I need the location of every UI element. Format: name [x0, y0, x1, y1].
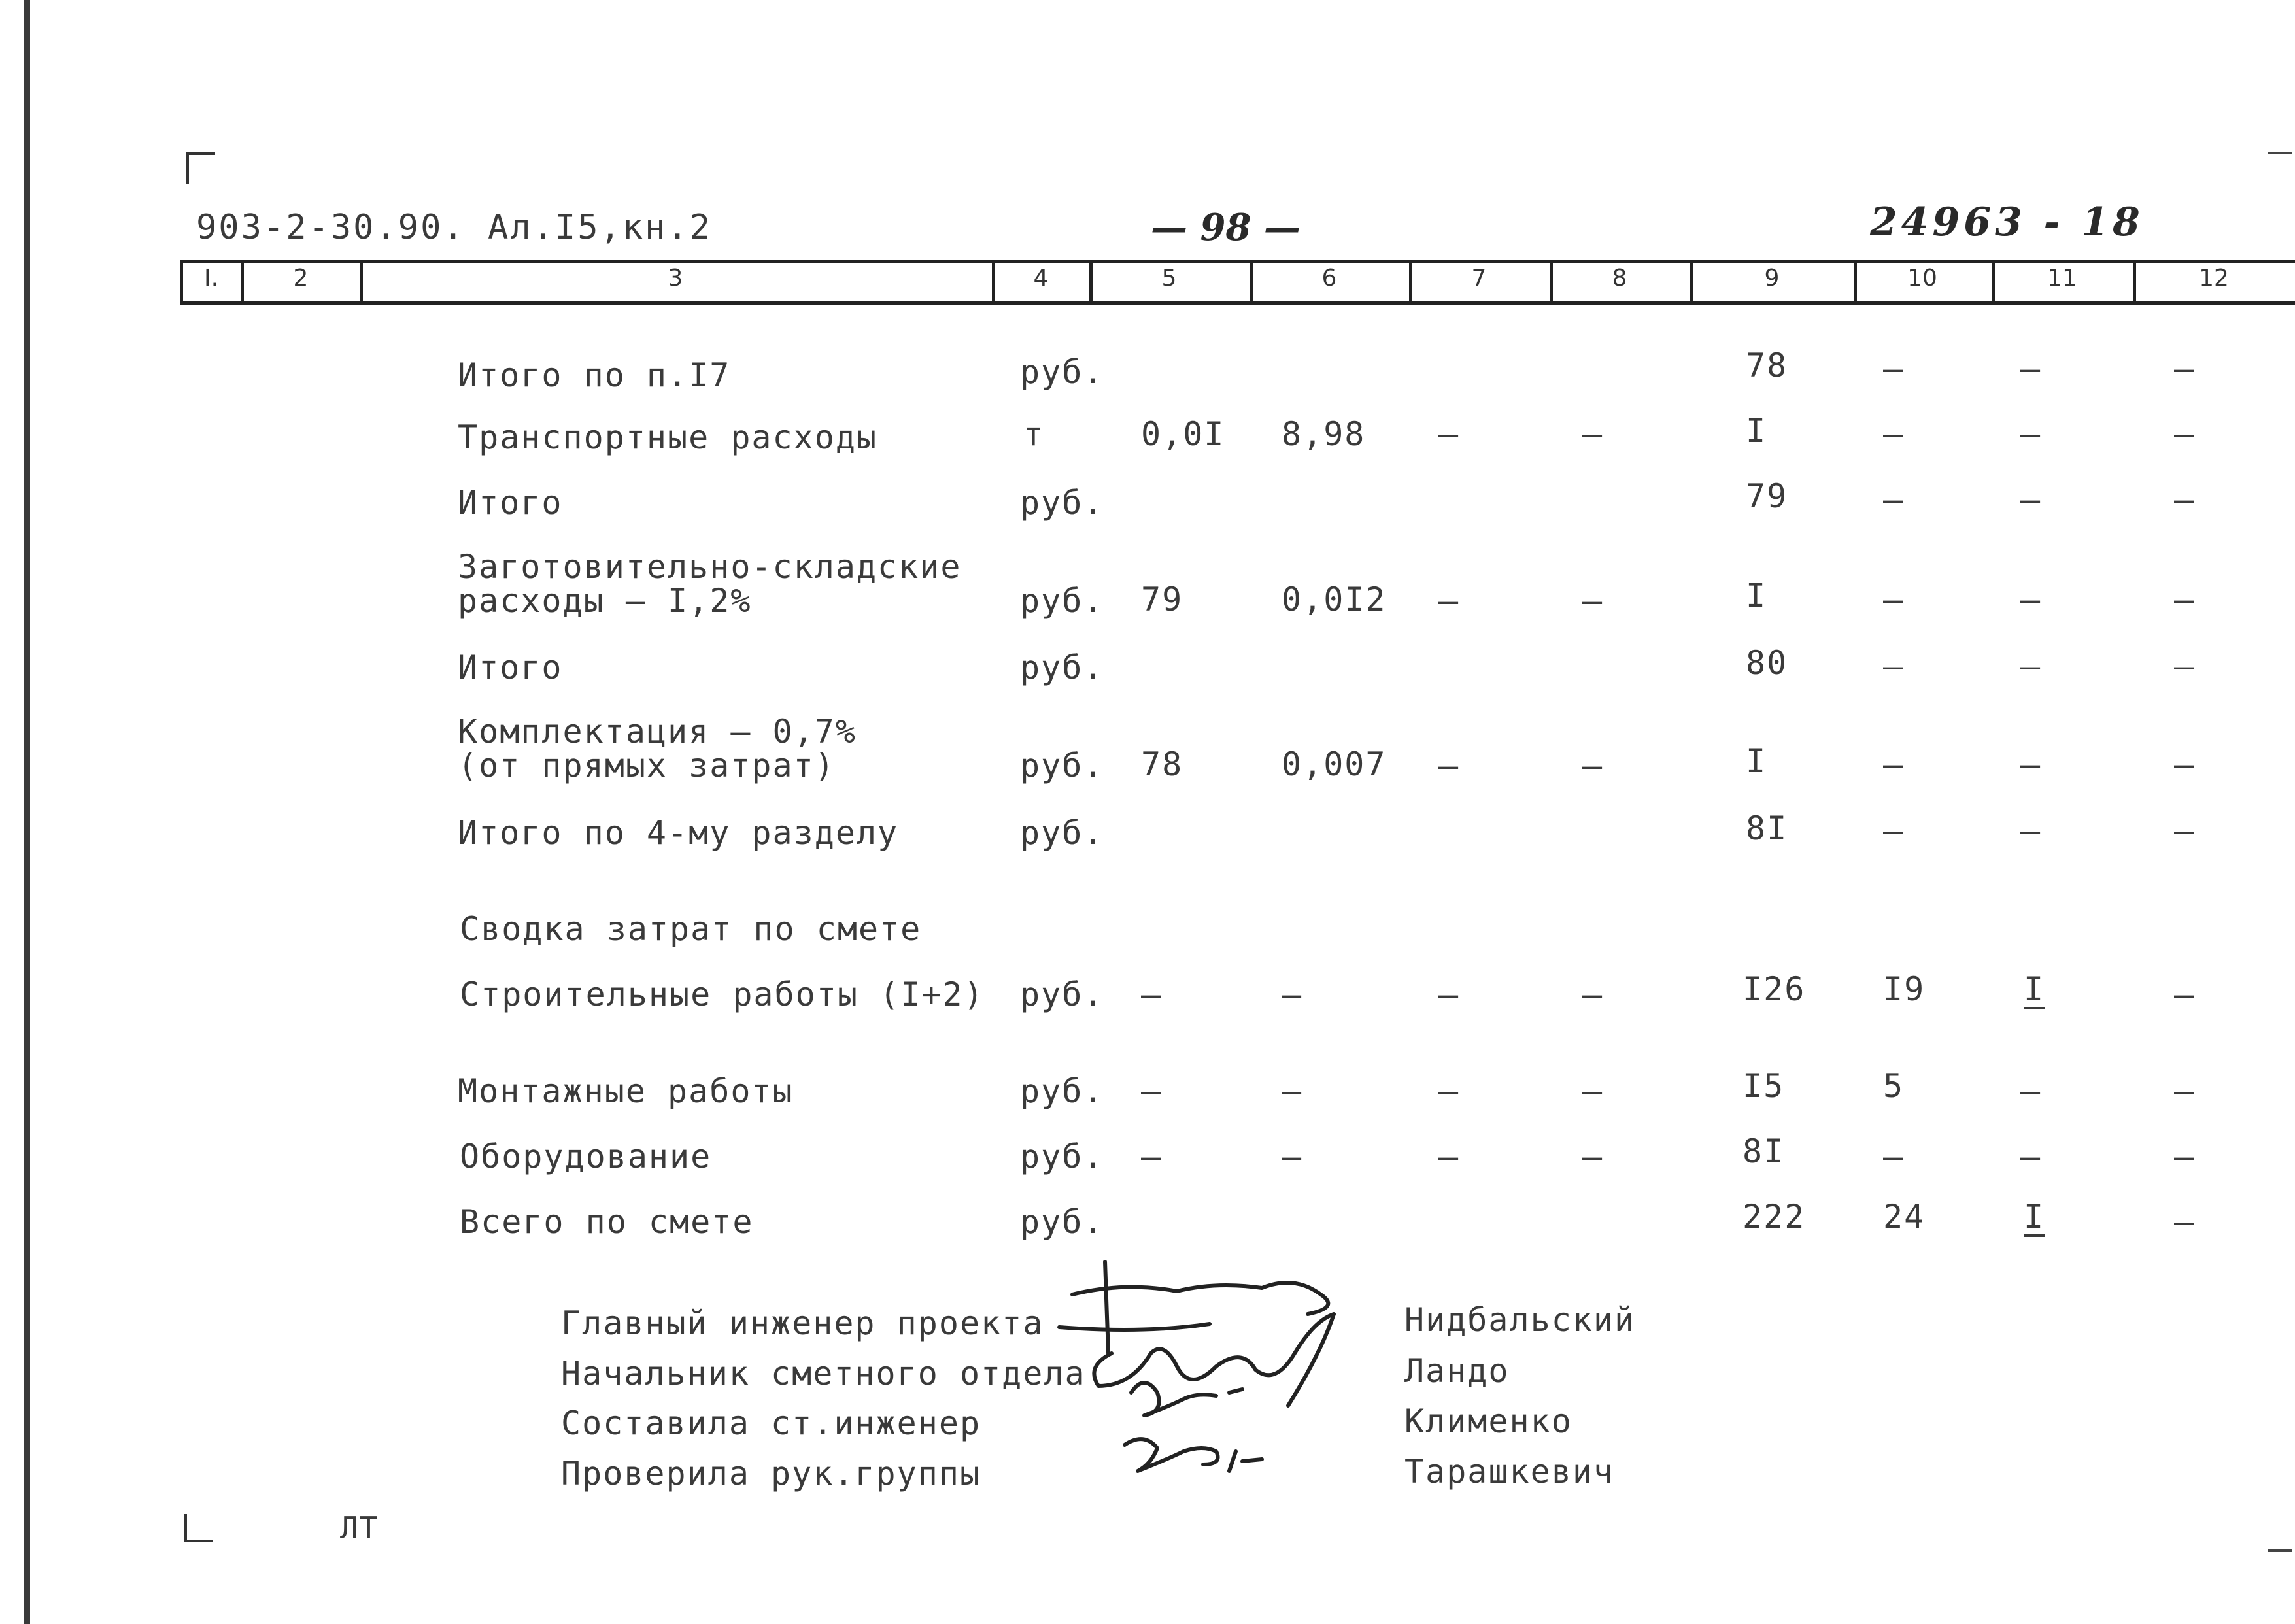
cell-col7: –: [1438, 1138, 1460, 1176]
column-number: 2: [293, 265, 309, 292]
cell-col8: –: [1582, 415, 1604, 453]
column-number: 10: [1907, 265, 1937, 292]
registration-number: 24963 - 18: [1870, 199, 2144, 245]
cell-col11: –: [2020, 812, 2042, 850]
row-name: Итого по 4-му разделу: [458, 814, 899, 852]
signature-role: Начальник сметного отдела: [561, 1355, 1086, 1393]
cell-col11: –: [2020, 481, 2042, 518]
cell-col12: –: [2174, 481, 2196, 518]
column-divider: [1409, 260, 1412, 305]
cell-col12: –: [2174, 415, 2196, 453]
column-divider: [180, 260, 183, 305]
summary-row-name: Всего по смете: [460, 1203, 754, 1241]
cell-col12: –: [2174, 1072, 2196, 1110]
cell-col7: –: [1438, 747, 1460, 785]
column-divider: [992, 260, 995, 305]
cell-col5: –: [1141, 1072, 1163, 1110]
row-unit: руб.: [1020, 353, 1104, 391]
row-name-line1: Заготовительно-складские: [458, 548, 962, 586]
cell-col5: 78: [1141, 745, 1183, 783]
cell-col10: –: [1883, 647, 1905, 685]
cell-col11: –: [2020, 1138, 2042, 1176]
cell-col8: –: [1582, 975, 1604, 1013]
edge-mark-bottom-right: [2268, 1549, 2292, 1552]
summary-row-name: Монтажные работы: [458, 1072, 794, 1110]
cell-col12: –: [2174, 745, 2196, 783]
row-name-line2: расходы – I,2%: [458, 582, 752, 620]
cell-col10: I9: [1883, 970, 1926, 1008]
column-divider: [1854, 260, 1857, 305]
summary-title: Сводка затрат по смете: [460, 910, 922, 948]
column-divider: [360, 260, 363, 305]
page-number: — 98 —: [1151, 206, 1300, 249]
signature-name: Нидбальский: [1404, 1301, 1636, 1339]
column-number: 5: [1161, 265, 1177, 292]
cell-col6: –: [1282, 1138, 1303, 1176]
cell-col8: –: [1582, 1138, 1604, 1176]
cell-col11: I: [2024, 1198, 2045, 1236]
signature-name: Тарашкевич: [1404, 1453, 1615, 1491]
column-number: 6: [1321, 265, 1337, 292]
cell-col6: –: [1282, 975, 1303, 1013]
cell-col11: –: [2020, 647, 2042, 685]
cell-col11: I: [2024, 970, 2045, 1008]
cell-col9: 79: [1746, 477, 1788, 515]
cell-col5: –: [1141, 1138, 1163, 1176]
cell-col10: –: [1883, 481, 1905, 518]
cell-col9: I26: [1742, 970, 1806, 1008]
footer-mark: ЛТ: [340, 1510, 379, 1546]
cell-col9: I: [1746, 412, 1767, 450]
cell-col5: 0,0I: [1141, 415, 1225, 453]
cell-col8: –: [1582, 747, 1604, 785]
column-divider: [1690, 260, 1693, 305]
cell-col12: –: [2174, 812, 2196, 850]
column-divider: [1089, 260, 1093, 305]
signature-role: Проверила рук.группы: [561, 1455, 981, 1493]
cell-col10: –: [1883, 812, 1905, 850]
cell-col8: –: [1582, 582, 1604, 620]
signature-role: Составила ст.инженер: [561, 1404, 981, 1442]
cell-col7: –: [1438, 582, 1460, 620]
corner-mark-top-left: [186, 152, 215, 184]
cell-col11: –: [2020, 415, 2042, 453]
cell-col6: 8,98: [1282, 415, 1366, 453]
column-divider: [1250, 260, 1253, 305]
row-unit: руб.: [1020, 814, 1104, 852]
summary-row-unit: руб.: [1020, 1203, 1104, 1241]
binding-line: [24, 0, 30, 1624]
column-number: 11: [2047, 265, 2077, 292]
row-name: Транспортные расходы: [458, 418, 878, 456]
column-divider: [241, 260, 244, 305]
cell-col10: –: [1883, 1138, 1905, 1176]
cell-col11: –: [2020, 745, 2042, 783]
column-number: 7: [1471, 265, 1487, 292]
row-unit: руб.: [1020, 484, 1104, 522]
summary-row-unit: руб.: [1020, 1072, 1104, 1110]
row-unit: т: [1023, 415, 1045, 453]
cell-col7: –: [1438, 415, 1460, 453]
row-unit: руб.: [1020, 582, 1104, 620]
column-divider: [1992, 260, 1995, 305]
cell-col12: –: [2174, 1138, 2196, 1176]
summary-row-unit: руб.: [1020, 1138, 1104, 1176]
row-unit: руб.: [1020, 649, 1104, 686]
cell-col12: –: [2174, 350, 2196, 388]
summary-row-name: Оборудование: [460, 1138, 712, 1176]
summary-row-name: Строительные работы (I+2): [460, 975, 985, 1013]
column-number: I.: [203, 265, 219, 292]
cell-col6: 0,0I2: [1282, 581, 1387, 618]
row-name: Итого по п.I7: [458, 356, 731, 394]
column-number: 12: [2199, 265, 2229, 292]
cell-col5: –: [1141, 975, 1163, 1013]
column-divider: [1550, 260, 1553, 305]
cell-col7: –: [1438, 975, 1460, 1013]
cell-col5: 79: [1141, 581, 1183, 618]
column-number: 3: [668, 265, 683, 292]
row-name-line1: Комплектация – 0,7%: [458, 713, 857, 751]
cell-col12: –: [2174, 975, 2196, 1013]
cell-col8: –: [1582, 1072, 1604, 1110]
cell-col12: –: [2174, 647, 2196, 685]
cell-col9: I: [1746, 577, 1767, 615]
row-name: Итого: [458, 649, 563, 686]
cell-col10: –: [1883, 581, 1905, 618]
signature-name: Клименко: [1404, 1402, 1572, 1440]
cell-col9: 78: [1746, 347, 1788, 384]
document-code: 903-2-30.90. Ал.I5,кн.2: [196, 208, 713, 247]
cell-col9: 8I: [1742, 1132, 1785, 1170]
row-name: Итого: [458, 484, 563, 522]
cell-col9: 222: [1742, 1198, 1806, 1236]
cell-col9: I5: [1742, 1067, 1785, 1105]
column-number: 9: [1764, 265, 1780, 292]
cell-col11: –: [2020, 1072, 2042, 1110]
column-header-band: [180, 260, 2295, 305]
cell-col9: I: [1746, 742, 1767, 780]
row-unit: руб.: [1020, 747, 1104, 785]
corner-mark-bottom-left: [184, 1514, 213, 1542]
summary-row-unit: руб.: [1020, 975, 1104, 1013]
cell-col11: –: [2020, 581, 2042, 618]
column-number: 8: [1612, 265, 1627, 292]
cell-col10: –: [1883, 745, 1905, 783]
cell-col6: 0,007: [1282, 745, 1387, 783]
row-name-line2: (от прямых затрат): [458, 747, 836, 785]
cell-col7: –: [1438, 1072, 1460, 1110]
cell-col6: –: [1282, 1072, 1303, 1110]
cell-col10: –: [1883, 350, 1905, 388]
column-number: 4: [1033, 265, 1049, 292]
signature-role: Главный инженер проекта: [561, 1304, 1044, 1342]
edge-mark-top-right: [2268, 152, 2292, 154]
signature-name: Ландо: [1404, 1352, 1510, 1390]
cell-col12: –: [2174, 1203, 2196, 1241]
column-divider: [2133, 260, 2136, 305]
cell-col9: 80: [1746, 644, 1788, 682]
handwritten-signatures: [1046, 1255, 1386, 1517]
cell-col10: 5: [1883, 1067, 1905, 1105]
cell-col11: –: [2020, 350, 2042, 388]
cell-col12: –: [2174, 581, 2196, 618]
cell-col10: 24: [1883, 1198, 1926, 1236]
cell-col10: –: [1883, 415, 1905, 453]
cell-col9: 8I: [1746, 809, 1788, 847]
